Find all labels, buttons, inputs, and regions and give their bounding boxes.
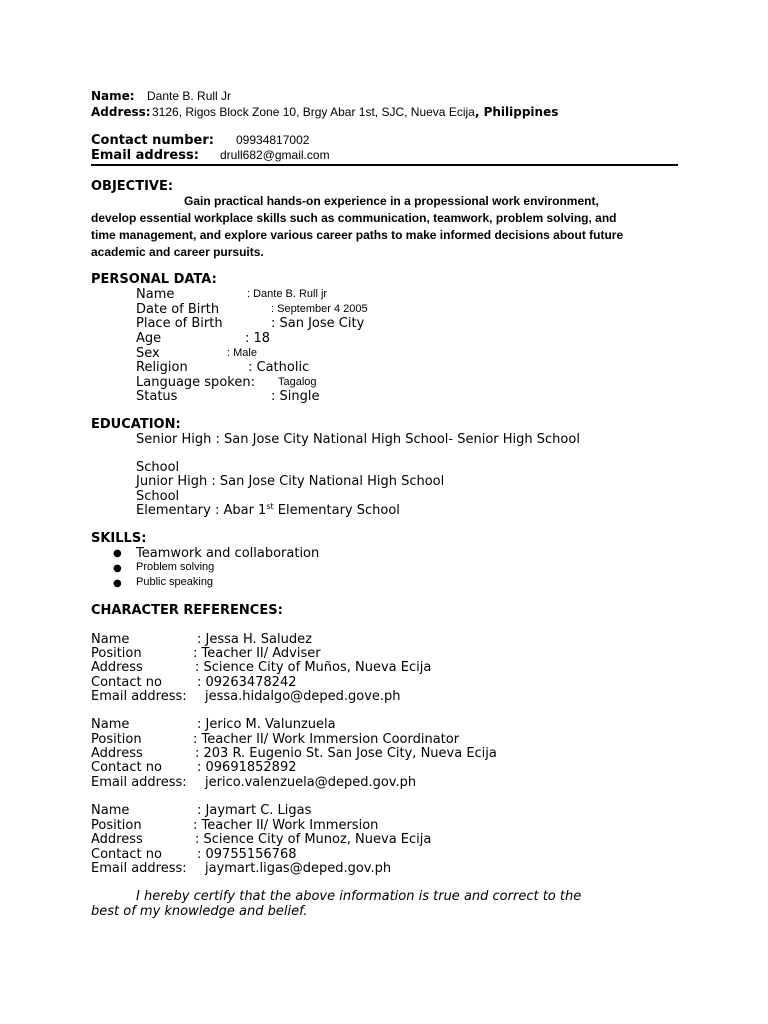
ref-address-value: : Science City of Muños, Nueva Ecija (195, 660, 432, 675)
personal-sex-label: Sex (136, 346, 160, 361)
personal-language-label: Language spoken: (136, 375, 255, 390)
contact-label: Contact number: (91, 133, 214, 148)
ref-name-value: : Jaymart C. Ligas (197, 803, 312, 818)
personal-religion-value: : Catholic (248, 360, 310, 375)
ref-contact-value: : 09755156768 (197, 847, 297, 862)
personal-pob-label: Place of Birth (136, 316, 223, 331)
ref-email-label: Email address: (91, 861, 187, 876)
ref-contact-value: : 09263478242 (197, 675, 297, 690)
objective-heading: OBJECTIVE: (91, 179, 174, 194)
ref-position-value: : Teacher II/ Work Immersion Coordinator (193, 732, 460, 747)
ref-position-label: Position (91, 818, 142, 833)
personal-age-label: Age (136, 331, 162, 346)
personal-name-label: Name (136, 287, 175, 302)
name-label: Name: (91, 89, 135, 103)
skill-bullet-icon: ● (113, 578, 122, 589)
education-junior-high-cont: School (136, 489, 180, 504)
ref-position-value: : Teacher II/ Work Immersion (193, 818, 379, 833)
address-value: 3126, Rigos Block Zone 10, Brgy Abar 1st, SJC, Nueva Ecija, Philippines (152, 105, 559, 119)
skill-item: Problem solving (136, 561, 215, 573)
skill-item: Teamwork and collaboration (136, 546, 320, 561)
education-heading: EDUCATION: (91, 417, 181, 432)
ref-contact-label: Contact no (91, 675, 162, 690)
personal-religion-label: Religion (136, 360, 188, 375)
skill-bullet-icon: ● (113, 563, 122, 574)
personal-name-value: : Dante B. Rull jr (247, 288, 328, 300)
personal-dob-value: : September 4 2005 (271, 303, 368, 315)
personal-sex-value: : Male (227, 347, 257, 359)
personal-data-heading: PERSONAL DATA: (91, 272, 217, 287)
personal-status-value: : Single (271, 389, 320, 404)
email-value: drull682@gmail.com (220, 148, 330, 162)
ref-email-value: jerico.valenzuela@deped.gov.ph (205, 775, 417, 790)
header-divider (91, 164, 678, 166)
personal-pob-value: : San Jose City (271, 316, 365, 331)
address-label: Address: (91, 105, 151, 119)
ref-name-label: Name (91, 717, 130, 732)
objective-line-2: develop essential workplace skills such as communication, teamwork, problem solving, and (91, 211, 617, 225)
education-junior-high: Junior High : San Jose City National High School (136, 474, 445, 489)
objective-line-3: time management, and explore various career paths to make informed decisions about future (91, 228, 624, 242)
personal-age-value: : 18 (245, 331, 271, 346)
name-value: Dante B. Rull Jr (147, 89, 232, 103)
email-label: Email address: (91, 148, 199, 163)
education-senior-high: Senior High : San Jose City National High School- Senior High School (136, 432, 580, 447)
personal-language-value: Tagalog (278, 376, 317, 388)
ref-email-value: jaymart.ligas@deped.gov.ph (205, 861, 392, 876)
personal-dob-label: Date of Birth (136, 302, 220, 317)
ref-contact-label: Contact no (91, 760, 162, 775)
education-elementary: Elementary : Abar 1st Elementary School (136, 502, 400, 518)
contact-value: 09934817002 (236, 133, 310, 147)
ref-email-label: Email address: (91, 775, 187, 790)
ref-name-label: Name (91, 803, 130, 818)
ref-email-label: Email address: (91, 689, 187, 704)
skill-item: Public speaking (136, 576, 214, 588)
ref-address-value: : 203 R. Eugenio St. San Jose City, Nueva Ecija (195, 746, 497, 761)
certification-line-1: I hereby certify that the above information is true and correct to the (136, 889, 582, 904)
ref-position-label: Position (91, 646, 142, 661)
ref-name-value: : Jerico M. Valunzuela (197, 717, 336, 732)
education-senior-high-cont: School (136, 460, 180, 475)
ref-position-value: : Teacher II/ Adviser (193, 646, 321, 661)
skill-bullet-icon: ● (113, 548, 122, 559)
ref-position-label: Position (91, 732, 142, 747)
skills-heading: SKILLS: (91, 531, 147, 546)
ref-address-value: : Science City of Munoz, Nueva Ecija (195, 832, 432, 847)
objective-line-1: Gain practical hands-on experience in a propessional work environment, (184, 194, 599, 208)
objective-line-4: academic and career pursuits. (91, 245, 264, 259)
personal-status-label: Status (136, 389, 178, 404)
ref-contact-label: Contact no (91, 847, 162, 862)
certification-line-2: best of my knowledge and belief. (91, 904, 308, 919)
references-heading: CHARACTER REFERENCES: (91, 603, 283, 618)
ref-name-label: Name (91, 632, 130, 647)
ref-address-label: Address (91, 832, 143, 847)
ref-address-label: Address (91, 660, 143, 675)
ref-email-value: jessa.hidalgo@deped.gove.ph (205, 689, 401, 704)
ref-contact-value: : 09691852892 (197, 760, 297, 775)
ref-address-label: Address (91, 746, 143, 761)
ref-name-value: : Jessa H. Saludez (197, 632, 312, 647)
